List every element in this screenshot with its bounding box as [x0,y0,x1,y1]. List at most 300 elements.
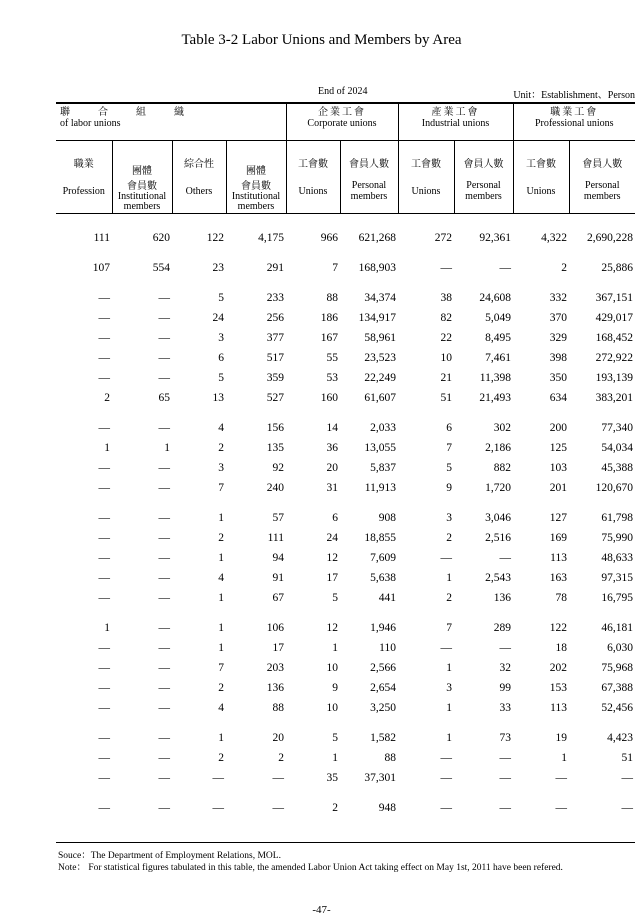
table-row [56,638,635,658]
table-cell: 2 [218,752,224,764]
table-cell: — [499,752,511,764]
table-cell: 91 [272,572,284,584]
row-spacer [56,718,635,728]
federation-en: of labor unions [60,118,121,129]
table-cell: 7 [218,482,224,494]
table-cell: 168,903 [358,262,396,274]
table-cell: 527 [266,392,284,404]
table-cell: 8,495 [485,332,511,344]
table-cell: 58,961 [364,332,396,344]
table-cell: 67,388 [601,682,633,694]
table-row [56,308,635,328]
table-row [56,388,635,408]
table-cell: 122 [206,232,224,244]
table-row [56,658,635,678]
table-cell: — [158,552,170,564]
table-cell: 233 [266,292,284,304]
table-cell: 2,654 [370,682,396,694]
unions2-zh: 工會數 [411,159,441,170]
table-cell: 5 [218,292,224,304]
table-cell: — [158,572,170,584]
table-cell: 12 [326,622,338,634]
table-cell: 24 [212,312,224,324]
table-cell: 156 [266,422,284,434]
table-cell: — [499,772,511,784]
unions2-en: Unions [411,186,441,197]
table-cell: 35 [326,772,338,784]
table-cell: 120,670 [595,482,633,494]
table-cell: 1,946 [370,622,396,634]
table-cell: 7 [218,662,224,674]
table-cell: 7,609 [370,552,396,564]
table-cell: 3,250 [370,702,396,714]
table-cell: 193,139 [595,372,633,384]
inst1-en: Institutional members [117,191,167,212]
table-cell: 73 [499,732,511,744]
table-cell: 6 [218,352,224,364]
table-cell: 99 [499,682,511,694]
industrial-en: Industrial unions [421,118,490,129]
table-cell: 272 [434,232,452,244]
table-cell: 948 [378,802,396,814]
table-cell: 21,493 [479,392,511,404]
table-cell: — [98,352,110,364]
table-cell: 2 [446,592,452,604]
period-label: End of 2024 [318,86,368,97]
table-cell: 2,186 [485,442,511,454]
table-cell: 1 [446,572,452,584]
table-cell: 9 [446,482,452,494]
table-cell: 1 [332,642,338,654]
table-cell: 24 [326,532,338,544]
table-cell: — [98,682,110,694]
row-spacer [56,788,635,798]
table-cell: 10 [440,352,452,364]
table-cell: — [440,752,452,764]
table-cell: 10 [326,662,338,674]
table-cell: 200 [549,422,567,434]
table-cell: 9 [332,682,338,694]
professional-zh: 職業工會 [550,107,599,118]
table-cell: 2 [104,392,110,404]
table-cell: 5,837 [370,462,396,474]
table-cell: — [440,262,452,274]
persons1-en: Personal members [350,180,388,202]
table-cell: 2 [278,752,284,764]
table-cell: — [158,592,170,604]
table-cell: 966 [320,232,338,244]
table-cell: 92 [272,462,284,474]
table-row [56,288,635,308]
table-cell: — [158,682,170,694]
table-cell: 23,523 [364,352,396,364]
table-cell: 127 [549,512,567,524]
unions1-zh: 工會數 [298,159,328,170]
table-cell: 33 [499,702,511,714]
table-cell: 113 [550,552,567,564]
table-cell: 2 [561,262,567,274]
table-cell: 554 [152,262,170,274]
table-cell: — [212,772,224,784]
table-cell: 3 [218,462,224,474]
table-cell: 6 [446,422,452,434]
inst1-zh1: 團體 [132,166,152,177]
table-cell: 153 [549,682,567,694]
table-cell: — [158,352,170,364]
table-cell: — [98,642,110,654]
table-cell: 350 [549,372,567,384]
table-row [56,228,635,248]
table-cell: 3,046 [485,512,511,524]
unions1-en: Unions [298,186,328,197]
table-cell: 160 [320,392,338,404]
table-cell: 122 [549,622,567,634]
professional-en: Professional unions [534,118,614,129]
federation-zh: 聯合組織 [60,107,212,118]
table-cell: 2 [446,532,452,544]
table-cell: 52,456 [601,702,633,714]
table-cell: 107 [92,262,110,274]
table-cell: 18,855 [364,532,396,544]
table-cell: 5 [332,732,338,744]
table-cell: — [440,642,452,654]
table-cell: 78 [555,592,567,604]
table-cell: 620 [152,232,170,244]
table-row [56,258,635,278]
table-cell: 12 [326,552,338,564]
row-spacer [56,498,635,508]
table-cell: 163 [549,572,567,584]
table-cell: 4 [218,702,224,714]
table-cell: 134,917 [358,312,396,324]
table-cell: — [158,802,170,814]
table-cell: — [440,772,452,784]
table-cell: — [98,532,110,544]
others-zh: 綜合性 [184,159,214,170]
persons3-en: Personal members [583,180,621,202]
table-cell: 272,922 [595,352,633,364]
table-cell: 136 [266,682,284,694]
table-cell: 6 [332,512,338,524]
table-row [56,418,635,438]
table-row [56,618,635,638]
table-cell: — [98,572,110,584]
table-row [56,798,635,818]
table-cell: 203 [266,662,284,674]
table-cell: 88 [384,752,396,764]
table-cell: 634 [549,392,567,404]
table-cell: 16,795 [601,592,633,604]
table-cell: 94 [272,552,284,564]
table-row [56,748,635,768]
table-cell: 34,374 [364,292,396,304]
table-cell: — [98,702,110,714]
table-cell: 4,322 [541,232,567,244]
table-cell: 302 [493,422,511,434]
unit-label: Unit：Establishment、Person [513,90,635,101]
table-cell: — [98,552,110,564]
table-cell: — [158,332,170,344]
table-cell: 291 [266,262,284,274]
table-cell: 169 [549,532,567,544]
table-cell: 61,798 [601,512,633,524]
table-cell: 201 [549,482,567,494]
table-cell: 4 [218,572,224,584]
table-cell: 53 [326,372,338,384]
table-cell: 2,516 [485,532,511,544]
table-cell: 2,566 [370,662,396,674]
others-en: Others [185,186,213,197]
table-cell: 7 [446,622,452,634]
table-cell: 1 [218,552,224,564]
table-cell: 24,608 [479,292,511,304]
table-cell: 2 [218,442,224,454]
table-cell: — [158,292,170,304]
table-cell: 186 [320,312,338,324]
table-cell: 14 [326,422,338,434]
table-cell: 75,990 [601,532,633,544]
table-cell: 370 [549,312,567,324]
table-cell: 1 [218,592,224,604]
table-cell: 5,638 [370,572,396,584]
table-cell: 111 [267,532,284,544]
row-spacer [56,248,635,258]
table-cell: 20 [326,462,338,474]
table-cell: 3 [446,682,452,694]
profession-zh: 職業 [73,159,94,170]
table-cell: 92,361 [479,232,511,244]
table-cell: — [158,482,170,494]
table-cell: — [98,482,110,494]
table-cell: — [621,772,633,784]
table-cell: 1 [104,622,110,634]
table-cell: 135 [266,442,284,454]
table-cell: 88 [326,292,338,304]
inst2-zh1: 團體 [246,166,266,177]
table-cell: 7,461 [485,352,511,364]
table-cell: 1 [218,642,224,654]
table-cell: 61,607 [364,392,396,404]
header-bottom-rule [56,213,635,214]
table-cell: — [98,312,110,324]
table-cell: — [98,772,110,784]
table-cell: 2 [218,532,224,544]
table-cell: 7 [332,262,338,274]
table-cell: 106 [266,622,284,634]
table-row [56,478,635,498]
table-cell: 3 [218,332,224,344]
table-row [56,368,635,388]
table-cell: 46,181 [601,622,633,634]
table-cell: — [158,732,170,744]
table-cell: 1 [164,442,170,454]
persons2-en: Personal members [465,180,502,202]
table-cell: — [158,372,170,384]
table-cell: 429,017 [595,312,633,324]
table-cell: — [98,752,110,764]
table-cell: 4 [218,422,224,434]
table-cell: 23 [212,262,224,274]
source-note: Souce：The Department of Employment Relations, MOL. [58,851,281,861]
table-row [56,528,635,548]
table-header [56,103,635,213]
table-cell: 48,633 [601,552,633,564]
table-cell: 2 [218,682,224,694]
table-cell: — [499,262,511,274]
table-cell: — [98,462,110,474]
table-cell: 22,249 [364,372,396,384]
table-row [56,508,635,528]
table-cell: — [98,512,110,524]
table-cell: 168,452 [595,332,633,344]
table-row [56,458,635,478]
page-number: -47- [312,904,331,916]
table-cell: 36 [326,442,338,454]
table-cell: 110 [379,642,396,654]
table-row [56,328,635,348]
table-cell: 67 [272,592,284,604]
table-cell: — [621,802,633,814]
table-cell: 1 [561,752,567,764]
table-cell: 359 [266,372,284,384]
table-cell: — [98,332,110,344]
table-cell: 82 [440,312,452,324]
table-cell: — [98,422,110,434]
table-cell: 377 [266,332,284,344]
table-cell: 75,968 [601,662,633,674]
table-cell: 17 [272,642,284,654]
table-cell: 11,913 [364,482,396,494]
table-cell: 1 [104,442,110,454]
table-cell: 21 [440,372,452,384]
table-cell: — [158,462,170,474]
table-cell: 329 [549,332,567,344]
table-cell: 13 [212,392,224,404]
table-cell: 5,049 [485,312,511,324]
table-cell: 256 [266,312,284,324]
inst2-zh2: 會員數 [241,181,271,192]
table-row [56,588,635,608]
row-spacer [56,408,635,418]
table-cell: 1 [446,702,452,714]
table-row [56,768,635,788]
profession-en: Profession [62,186,105,197]
table-cell: — [158,702,170,714]
table-row [56,678,635,698]
table-cell: 51 [440,392,452,404]
table-cell: — [440,552,452,564]
table-cell: — [158,622,170,634]
inst2-en: Institutional members [231,191,281,212]
data-table [56,228,635,818]
table-cell: — [158,662,170,674]
table-cell: 5 [332,592,338,604]
table-cell: 13,055 [364,442,396,454]
table-cell: 4,175 [258,232,284,244]
table-cell: 54,034 [601,442,633,454]
table-cell: 25,886 [601,262,633,274]
table-cell: 10 [326,702,338,714]
table-cell: — [98,662,110,674]
table-cell: — [158,752,170,764]
table-row [56,438,635,458]
table-cell: — [158,512,170,524]
table-cell: — [158,532,170,544]
table-cell: 383,201 [595,392,633,404]
table-cell: 57 [272,512,284,524]
table-cell: — [555,802,567,814]
table-cell: 2 [332,802,338,814]
legal-note: Note： For statistical figures tabulated in this table, the amended Labor Union Act taking effect on May 1st, 2011 have been refered. [58,863,563,873]
table-cell: — [272,772,284,784]
table-cell: — [212,802,224,814]
table-cell: — [499,552,511,564]
industrial-zh: 產業工會 [431,107,480,118]
table-cell: 2,690,228 [587,232,633,244]
table-cell: 97,315 [601,572,633,584]
table-cell: 11,398 [479,372,511,384]
table-cell: 2,543 [485,572,511,584]
table-cell: 621,268 [358,232,396,244]
table-cell: 136 [493,592,511,604]
table-cell: 441 [378,592,396,604]
table-cell: 1,720 [485,482,511,494]
corporate-en: Corporate unions [307,118,377,129]
table-cell: 240 [266,482,284,494]
table-cell: 37,301 [364,772,396,784]
row-spacer [56,608,635,618]
table-cell: 1 [446,662,452,674]
footnotes [58,850,563,874]
table-cell: 125 [549,442,567,454]
unions3-en: Unions [526,186,556,197]
table-cell: 17 [326,572,338,584]
table-cell: — [158,312,170,324]
table-cell: 398 [549,352,567,364]
table-cell: 103 [549,462,567,474]
table-cell: 113 [550,702,567,714]
table-cell: 289 [493,622,511,634]
table-cell: 1 [446,732,452,744]
table-cell: 77,340 [601,422,633,434]
table-cell: — [555,772,567,784]
table-cell: — [98,732,110,744]
table-row [56,728,635,748]
table-cell: 517 [266,352,284,364]
table-cell: 1 [218,622,224,634]
table-cell: 367,151 [595,292,633,304]
table-cell: 1,582 [370,732,396,744]
table-cell: 7 [446,442,452,454]
table-row [56,548,635,568]
table-cell: 4,423 [607,732,633,744]
table-bottom-rule [56,842,635,843]
unions3-zh: 工會數 [526,159,556,170]
table-cell: — [499,642,511,654]
table-cell: 19 [555,732,567,744]
table-cell: 3 [446,512,452,524]
table-cell: — [98,802,110,814]
table-cell: 88 [272,702,284,714]
table-cell: 65 [158,392,170,404]
table-cell: 55 [326,352,338,364]
table-cell: — [272,802,284,814]
table-row [56,348,635,368]
table-cell: 38 [440,292,452,304]
corporate-zh: 企業工會 [318,107,366,118]
persons1-zh: 會員人數 [349,159,389,170]
table-cell: 22 [440,332,452,344]
